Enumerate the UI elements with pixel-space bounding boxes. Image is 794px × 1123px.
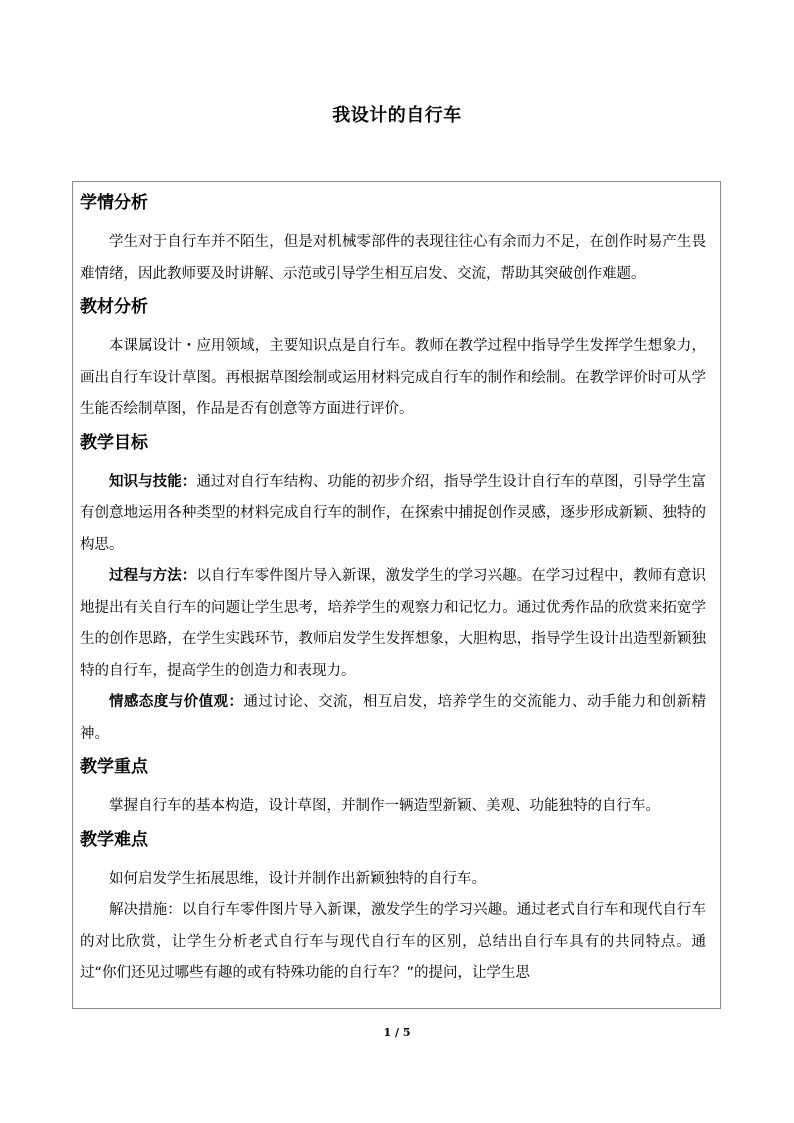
paragraph: 本课属设计・应用领域，主要知识点是自行车。教师在教学过程中指导学生发挥学生想象力，画出自行车设计草图。再根据草图绘制或运用材料完成自行车的制作和绘制。在教学评价时可从学生能否绘制草图，作品是否有创意等方面进行评价。	[80, 338, 706, 417]
section-heading: 学情分析	[80, 193, 148, 213]
paragraph: 如何启发学生拓展思维，设计并制作出新颖独特的自行车。	[109, 870, 486, 887]
paragraph	[80, 561, 706, 687]
content-body	[73, 182, 720, 990]
paragraph-label: 情感态度与价值观：	[109, 694, 244, 710]
paragraph: 掌握自行车的基本构造，设计草图，并制作一辆造型新颖、美观、功能独特的自行车。	[109, 798, 660, 814]
paragraph: 解决措施：以自行车零件图片导入新课，激发学生的学习兴趣。通过老式自行车和现代自行车的对比欣赏，让学生分析老式自行车与现代自行车的区别，总结出自行车具有的共同特点。通过“你们还见过哪些有趣的或有特殊功能的自行车？”的提问，让学生思	[80, 902, 706, 981]
paragraph-label: 知识与技能：	[109, 473, 197, 490]
section-student-analysis	[80, 190, 706, 290]
paragraph-text: 通过讨论、交流，相互启发，培养学生的交流能力、动手能力和创新精神。	[80, 694, 707, 742]
paragraph	[80, 687, 706, 750]
paragraph: 学生对于自行车并不陌生，但是对机械零部件的表现往往心有余而力不足，在创作时易产生畏难情绪，因此教师要及时讲解、示范或引导学生相互启发、交流，帮助其突破创作难题。	[80, 234, 706, 282]
content-table	[72, 181, 721, 1009]
paragraph-text: 以自行车零件图片导入新课，激发学生的学习兴趣。在学习过程中，教师有意识地提出有关自行车的问题让学生思考，培养学生的观察力和记忆力。通过优秀作品的欣赏来拓宽学生的创作思路，在学生实践环节，教师启发学生发挥想象，大胆构思，指导学生设计出造型新颖独特的自行车，提高学生的创造力和表现力。	[80, 568, 706, 679]
section-heading: 教材分析	[80, 297, 148, 317]
section-heading: 教学目标	[80, 432, 148, 453]
paragraph	[80, 467, 706, 562]
section-key-points	[80, 754, 706, 823]
section-teaching-objectives	[80, 430, 706, 751]
document-title: 我设计的自行车	[332, 105, 462, 126]
paragraph-text: 通过对自行车结构、功能的初步介绍，指导学生设计自行车的草图，引导学生富有创意地运用各种类型的材料完成自行车的制作，在探索中捕捉创作灵感，逐步形成新颖、独特的构思。	[80, 473, 706, 553]
page-number: 1 / 5	[383, 1026, 411, 1039]
section-textbook-analysis	[80, 294, 706, 426]
section-difficulties	[80, 827, 706, 990]
section-heading: 教学难点	[80, 829, 148, 850]
section-heading: 教学重点	[80, 757, 148, 777]
paragraph-label: 过程与方法：	[109, 568, 197, 584]
